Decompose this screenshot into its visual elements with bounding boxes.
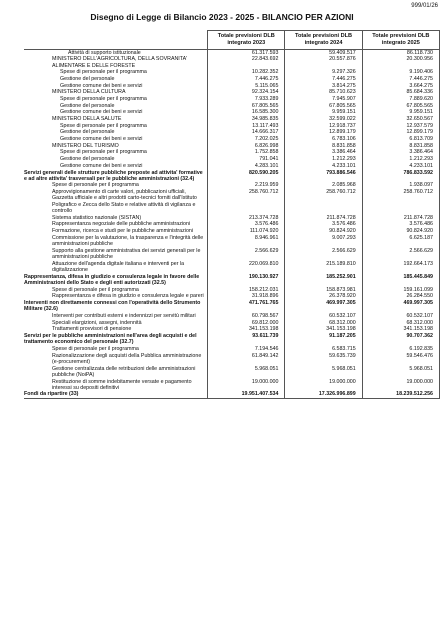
table-row [24,221,440,228]
table-row [24,163,440,170]
row-value-2023: 10.282.352 [208,69,285,76]
table-row [24,129,440,136]
row-label: Spese di personale per il programma [52,182,139,189]
row-label: Interventi non direttamente connessi con l'operatività dello Strumento Militare (32.6) [24,299,201,313]
row-label: MINISTERO DELLA CULTURA [52,89,126,96]
row-value-2025: 18.239.512.256 [362,391,439,398]
row-value-2023: 5.968.051 [208,365,285,378]
row-value-2024: 26.378.920 [285,293,362,300]
row-value-2025: 4.233.101 [362,163,439,170]
row-value-2024: 5.968.051 [285,365,362,378]
row-value-2023: 471.761.765 [208,300,285,313]
row-value-2023: 7.446.275 [208,76,285,83]
row-value-2025: 3.386.464 [362,149,439,156]
row-value-2025: 26.284.550 [362,293,439,300]
row-label: Gestione comune dei beni e servizi [60,109,143,116]
row-value-2025: 60.532.107 [362,313,439,320]
table-row [24,235,440,248]
row-value-2024: 793.886.546 [285,169,362,182]
row-value-2023: 6.826.998 [208,143,285,150]
row-label: Attività di supporto istituzionale [68,49,141,56]
row-value-2025: 185.445.849 [362,273,439,286]
row-label: Razionalizzazione degli acquisti della Pubblica amministrazione (e-procurement) [52,352,202,365]
row-value-2024: 59.635.739 [285,352,362,365]
row-value-2025: 12.899.179 [362,129,439,136]
row-value-2025: 341.153.198 [362,326,439,333]
table-row [24,83,440,90]
header-blank [24,31,208,50]
row-value-2025: 211.874.728 [362,215,439,222]
budget-table [24,30,440,399]
table-row [24,143,440,150]
table-row [24,215,440,222]
row-value-2024: 91.187.205 [285,333,362,346]
table-row [24,49,440,56]
row-value-2025: 8.831.858 [362,143,439,150]
row-label: Gestione del personale [60,102,115,109]
row-label: Gestione del personale [60,156,115,163]
row-value-2023: 2.219.959 [208,182,285,189]
header-2025: Totale previsioni DLB integrato 2025 [362,31,439,50]
row-value-2024: 215.189.810 [285,260,362,273]
table-row [24,228,440,235]
row-value-2025: 2.566.629 [362,248,439,261]
row-value-2025: 469.997.305 [362,300,439,313]
row-label: Gestione comune dei beni e servizi [60,82,143,89]
row-value-2024: 158.873.981 [285,286,362,293]
row-value-2023: 341.153.198 [208,326,285,333]
row-value-2025: 68.312.000 [362,319,439,326]
row-label: Servizi generali delle strutture pubbliche preposte ad attivita' formative e ad altre attivita' trasversali per le pubbliche amministrazioni (32.4) [24,169,203,182]
row-value-2023: 2.566.629 [208,248,285,261]
row-value-2025: 9.959.151 [362,109,439,116]
row-label: Servizi per le pubbliche amministrazioni nell'area degli acquisti e del trattamento economico del personale (32.7) [24,332,197,346]
row-label: Attuazione dell'agenda digitale italiana e interventi per la digitalizzazione [52,260,185,273]
row-value-2023: 14.666.317 [208,129,285,136]
row-label: Spese di personale per il programma [60,96,147,103]
row-label: Rappresentanza negoziale delle pubbliche amministrazioni [52,221,191,228]
table-row [24,326,440,333]
row-value-2024: 32.599.022 [285,116,362,123]
row-value-2025: 6.625.187 [362,235,439,248]
row-value-2023: 258.760.712 [208,189,285,215]
table-row [24,69,440,76]
row-value-2025: 7.446.275 [362,76,439,83]
table-row [24,169,440,182]
row-label: Restituzione di somme indebitamente versate e pagamento interessi su depositi definitivi [52,378,192,391]
row-label: Fondi da ripartire (33) [24,391,208,398]
row-value-2025: 86.118.730 [362,49,439,56]
row-value-2023: 16.585.300 [208,109,285,116]
row-value-2025: 85.684.336 [362,89,439,96]
header-row [24,31,440,50]
row-value-2025: 67.805.565 [362,103,439,110]
table-row [24,116,440,123]
row-value-2024: 6.783.106 [285,136,362,143]
row-value-2024: 59.409.517 [285,49,362,56]
row-label: MINISTERO DELL'AGRICOLTURA, DELLA SOVRANITA' ALIMENTARE E DELLE FORESTE [52,56,188,69]
row-label: Trattamenti provvisori di pensione [52,326,132,333]
row-label: Supporto alla gestione amministrativa dei servizi generali per le amministrazioni pubbliche [52,247,201,260]
row-value-2023: 19.951.407.534 [208,391,285,398]
row-value-2023: 60.798.567 [208,313,285,320]
row-label: Gestione comune dei beni e servizi [60,162,143,169]
table-row [24,319,440,326]
table-row [24,300,440,313]
row-value-2025: 59.546.476 [362,352,439,365]
row-value-2024: 19.000.000 [285,378,362,391]
table-row [24,182,440,189]
header-2024: Totale previsioni DLB integrato 2024 [285,31,362,50]
row-value-2023: 7.933.289 [208,96,285,103]
row-value-2025: 3.664.275 [362,83,439,90]
row-value-2025: 258.760.712 [362,189,439,215]
row-value-2024: 67.805.565 [285,103,362,110]
row-value-2025: 12.937.579 [362,123,439,130]
row-value-2023: 7.194.546 [208,346,285,353]
table-row [24,286,440,293]
row-value-2023: 220.069.810 [208,260,285,273]
row-value-2023: 22.843.692 [208,56,285,69]
table-row [24,352,440,365]
table-row [24,89,440,96]
row-label: Formazione, ricerca e studi per le pubbliche amministrazioni [52,228,194,235]
table-row [24,103,440,110]
row-value-2024: 341.153.198 [285,326,362,333]
row-label: Spese di personale per il programma [60,122,147,129]
row-label: Commissione per la valutazione, la trasparenza e l'integrità delle amministrazioni pubbliche [52,234,204,248]
table-row [24,56,440,69]
table-row [24,109,440,116]
document-id: 999/01/26 [411,3,438,9]
row-label: Sistema statistico nazionale (SISTAN) [52,214,142,221]
row-value-2023: 820.590.205 [208,169,285,182]
row-value-2023: 61.849.142 [208,352,285,365]
row-value-2025: 9.190.406 [362,69,439,76]
table-row [24,378,440,391]
row-label: Spese di personale per il programma [60,149,147,156]
page-title: Disegno di Legge di Bilancio 2023 - 2025 - BILANCIO PER AZIONI [90,12,354,22]
row-value-2025: 786.833.592 [362,169,439,182]
row-value-2024: 2.566.629 [285,248,362,261]
row-value-2023: 213.374.728 [208,215,285,222]
row-value-2024: 3.386.464 [285,149,362,156]
row-value-2023: 67.805.565 [208,103,285,110]
row-value-2023: 111.074.920 [208,228,285,235]
row-value-2023: 34.985.835 [208,116,285,123]
row-label: MINISTERO DELLA SALUTE [52,116,122,123]
row-value-2024: 211.874.728 [285,215,362,222]
row-value-2024: 4.233.101 [285,163,362,170]
row-value-2025: 1.938.097 [362,182,439,189]
row-value-2023: 93.611.739 [208,333,285,346]
table-row [24,189,440,215]
row-value-2023: 61.317.593 [208,49,285,56]
row-value-2023: 13.117.493 [208,123,285,130]
table-row [24,365,440,378]
row-label: Gestione comune dei beni e servizi [60,136,143,143]
table-row [24,123,440,130]
table-row [24,149,440,156]
row-value-2025: 6.192.835 [362,346,439,353]
row-label: Spese di personale per il programma [60,69,147,76]
table-row [24,96,440,103]
row-value-2023: 791.041 [208,156,285,163]
row-value-2023: 19.000.000 [208,378,285,391]
header-2023: Totale previsioni DLB integrato 2023 [208,31,285,50]
row-label: Rappresentanza e difesa in giudizio e consulenza legale e pareri [52,293,204,300]
table-row [24,136,440,143]
table-row [24,156,440,163]
row-value-2025: 159.161.099 [362,286,439,293]
row-label: Approvvigionamento di carte valori, pubblicazioni ufficiali, Gazzetta ufficiale e altri prodotti carto-tecnici forniti dall'Istituto Poligrafico e Zecca dello Stato e relative attività di vigilanza e controllo [52,189,197,215]
table-row [24,313,440,320]
row-value-2025: 90.707.362 [362,333,439,346]
row-value-2025: 5.968.051 [362,365,439,378]
row-value-2025: 6.813.709 [362,136,439,143]
row-label: Interventi per contributi esterni e indennizzi per servitù militari [52,312,196,319]
row-value-2024: 7.945.907 [285,96,362,103]
row-label: Gestione del personale [60,129,115,136]
table-row [24,391,440,398]
table-row [24,293,440,300]
row-value-2024: 85.710.623 [285,89,362,96]
row-value-2024: 12.918.737 [285,123,362,130]
table-row [24,333,440,346]
row-value-2024: 60.532.107 [285,313,362,320]
row-label: MINISTERO DEL TURISMO [52,142,119,149]
row-value-2023: 190.130.927 [208,273,285,286]
row-value-2023: 7.202.025 [208,136,285,143]
row-value-2025: 192.664.173 [362,260,439,273]
table-row [24,273,440,286]
row-value-2024: 3.576.486 [285,221,362,228]
row-value-2024: 20.557.876 [285,56,362,69]
row-value-2023: 3.576.486 [208,221,285,228]
row-value-2025: 7.889.620 [362,96,439,103]
row-value-2024: 185.252.901 [285,273,362,286]
row-value-2023: 69.812.000 [208,319,285,326]
row-value-2024: 68.312.000 [285,319,362,326]
row-value-2024: 9.007.293 [285,235,362,248]
table-row [24,260,440,273]
row-value-2024: 2.085.968 [285,182,362,189]
row-value-2025: 20.300.956 [362,56,439,69]
row-value-2024: 90.824.920 [285,228,362,235]
table-row [24,346,440,353]
row-label: Gestione centralizzata delle retribuzioni delle amministrazioni pubbliche (NoiPA) [52,365,196,378]
row-value-2025: 90.824.920 [362,228,439,235]
row-value-2025: 1.212.293 [362,156,439,163]
row-label: Gestione del personale [60,76,115,83]
row-label: Spese di personale per il programma [52,286,139,293]
row-value-2024: 258.760.712 [285,189,362,215]
row-value-2025: 19.000.000 [362,378,439,391]
row-value-2024: 17.326.996.899 [285,391,362,398]
table-row [24,76,440,83]
row-value-2023: 31.918.896 [208,293,285,300]
row-value-2023: 8.946.961 [208,235,285,248]
row-value-2023: 1.752.858 [208,149,285,156]
row-value-2025: 3.576.486 [362,221,439,228]
row-value-2023: 4.283.101 [208,163,285,170]
row-value-2023: 158.212.031 [208,286,285,293]
row-value-2024: 9.959.151 [285,109,362,116]
row-label: Speciali elargizioni, assegni, indennità [52,319,142,326]
row-value-2024: 6.583.715 [285,346,362,353]
row-value-2024: 3.814.275 [285,83,362,90]
row-value-2025: 32.650.567 [362,116,439,123]
row-value-2023: 5.115.065 [208,83,285,90]
row-label: Spese di personale per il programma [52,345,139,352]
row-value-2023: 92.324.154 [208,89,285,96]
row-value-2024: 469.997.305 [285,300,362,313]
row-value-2024: 12.899.179 [285,129,362,136]
row-value-2024: 8.831.858 [285,143,362,150]
row-label: Rappresentanza, difesa in giudizio e consulenza legale in favore delle Amministrazioni dello Stato e degli enti autorizzati (32.5) [24,273,200,286]
row-value-2024: 7.446.275 [285,76,362,83]
row-value-2024: 1.212.293 [285,156,362,163]
table-row [24,248,440,261]
row-value-2024: 9.297.326 [285,69,362,76]
